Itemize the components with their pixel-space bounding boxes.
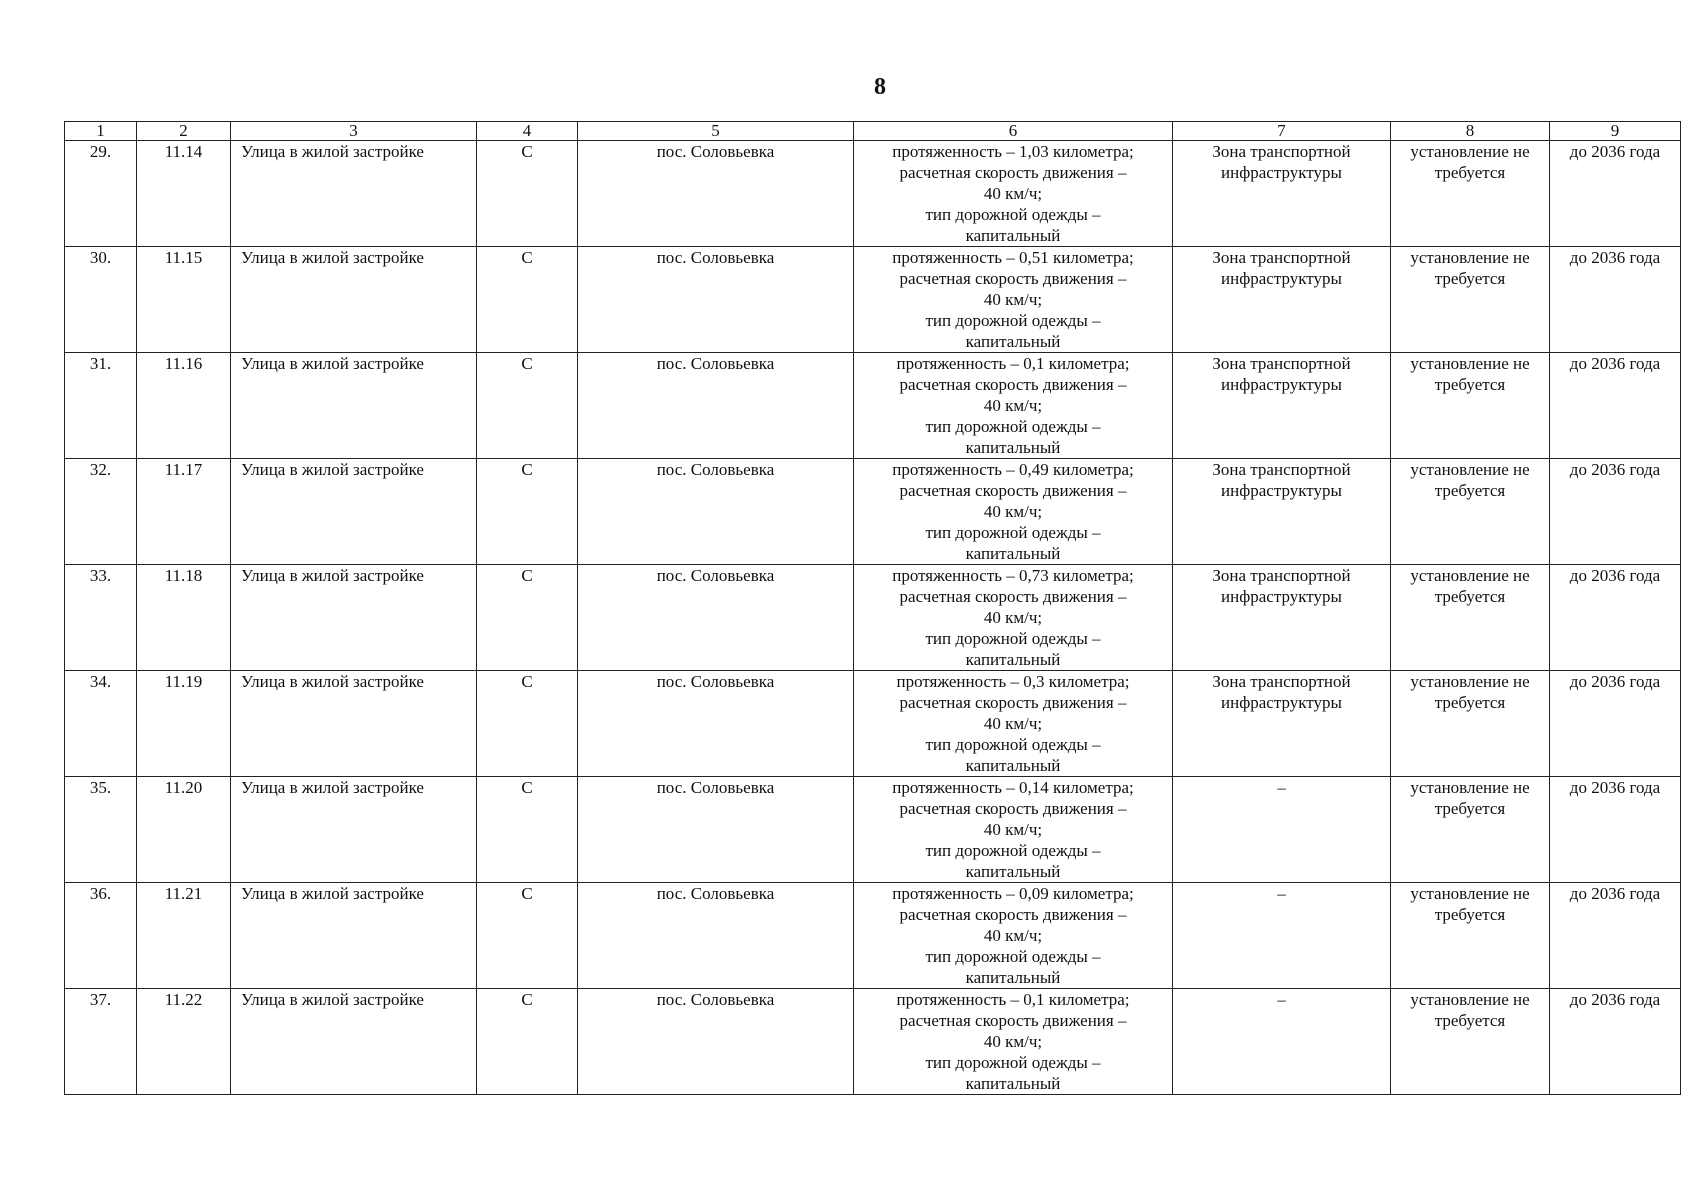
table-row <box>65 883 1681 989</box>
object-code: 11.21 <box>137 883 231 989</box>
object-characteristics <box>854 247 1173 353</box>
implementation-term: до 2036 года <box>1550 777 1681 883</box>
object-characteristics-line: 40 км/ч; <box>983 714 1043 733</box>
table-row <box>65 459 1681 565</box>
functional-zone-line: – <box>1277 778 1286 797</box>
functional-zone-line: – <box>1277 990 1286 1009</box>
protection-zone-line: установление не <box>1410 884 1530 903</box>
functional-zone-line: Зона транспортной <box>1212 142 1351 161</box>
implementation-term: до 2036 года <box>1550 141 1681 247</box>
implementation-term: до 2036 года <box>1550 353 1681 459</box>
object-name: Улица в жилой застройке <box>231 671 477 777</box>
object-characteristics-line: расчетная скорость движения – <box>899 799 1127 818</box>
object-code: 11.20 <box>137 777 231 883</box>
functional-zone-line: – <box>1277 884 1286 903</box>
functional-zone-line: Зона транспортной <box>1212 672 1351 691</box>
object-name: Улица в жилой застройке <box>231 883 477 989</box>
functional-zone-line: Зона транспортной <box>1212 460 1351 479</box>
object-characteristics-line: капитальный <box>965 332 1061 351</box>
object-characteristics-line: протяженность – 0,1 километра; <box>896 354 1130 373</box>
functional-zone-line: инфраструктуры <box>1221 693 1342 712</box>
row-number: 36. <box>65 883 137 989</box>
functional-zone <box>1173 247 1391 353</box>
functional-zone-line: инфраструктуры <box>1221 481 1342 500</box>
object-characteristics-line: тип дорожной одежды – <box>925 311 1101 330</box>
object-name: Улица в жилой застройке <box>231 353 477 459</box>
object-characteristics <box>854 989 1173 1095</box>
object-characteristics-line: тип дорожной одежды – <box>925 205 1101 224</box>
object-location: пос. Соловьевка <box>578 989 854 1095</box>
object-code: 11.15 <box>137 247 231 353</box>
implementation-term: до 2036 года <box>1550 989 1681 1095</box>
object-location: пос. Соловьевка <box>578 459 854 565</box>
protection-zone-line: установление не <box>1410 778 1530 797</box>
protection-zone-line: установление не <box>1410 248 1530 267</box>
object-name: Улица в жилой застройке <box>231 141 477 247</box>
object-characteristics-line: расчетная скорость движения – <box>899 481 1127 500</box>
protection-zone <box>1391 777 1550 883</box>
functional-zone <box>1173 883 1391 989</box>
object-characteristics-line: расчетная скорость движения – <box>899 1011 1127 1030</box>
object-characteristics-line: 40 км/ч; <box>983 396 1043 415</box>
column-number-8: 8 <box>1391 122 1550 141</box>
functional-zone-line: Зона транспортной <box>1212 354 1351 373</box>
object-characteristics-line: протяженность – 0,3 километра; <box>896 672 1130 691</box>
protection-zone-line: установление не <box>1410 142 1530 161</box>
object-location: пос. Соловьевка <box>578 247 854 353</box>
column-number-1: 1 <box>65 122 137 141</box>
protection-zone <box>1391 353 1550 459</box>
functional-zone <box>1173 777 1391 883</box>
object-characteristics-line: тип дорожной одежды – <box>925 1053 1101 1072</box>
object-characteristics-line: капитальный <box>965 968 1061 987</box>
object-characteristics-line: расчетная скорость движения – <box>899 693 1127 712</box>
object-characteristics-line: 40 км/ч; <box>983 820 1043 839</box>
object-characteristics-line: капитальный <box>965 1074 1061 1093</box>
protection-zone-line: требуется <box>1434 163 1506 182</box>
object-location: пос. Соловьевка <box>578 777 854 883</box>
functional-zone <box>1173 353 1391 459</box>
object-name: Улица в жилой застройке <box>231 247 477 353</box>
table-body <box>65 141 1681 1095</box>
protection-zone-line: установление не <box>1410 460 1530 479</box>
object-characteristics-line: расчетная скорость движения – <box>899 375 1127 394</box>
object-characteristics-line: капитальный <box>965 650 1061 669</box>
object-characteristics <box>854 141 1173 247</box>
object-status: С <box>477 565 578 671</box>
protection-zone-line: установление не <box>1410 354 1530 373</box>
protection-zone-line: требуется <box>1434 905 1506 924</box>
object-characteristics-line: расчетная скорость движения – <box>899 163 1127 182</box>
row-number: 29. <box>65 141 137 247</box>
column-number-9: 9 <box>1550 122 1681 141</box>
object-status: С <box>477 989 578 1095</box>
object-characteristics <box>854 777 1173 883</box>
protection-zone-line: установление не <box>1410 672 1530 691</box>
object-name: Улица в жилой застройке <box>231 459 477 565</box>
column-number-3: 3 <box>231 122 477 141</box>
object-characteristics-line: тип дорожной одежды – <box>925 947 1101 966</box>
object-characteristics-line: капитальный <box>965 226 1061 245</box>
column-number-row <box>65 122 1681 141</box>
object-characteristics-line: протяженность – 0,09 километра; <box>892 884 1134 903</box>
protection-zone <box>1391 671 1550 777</box>
column-number-4: 4 <box>477 122 578 141</box>
object-code: 11.18 <box>137 565 231 671</box>
object-characteristics <box>854 459 1173 565</box>
table-row <box>65 989 1681 1095</box>
object-characteristics-line: капитальный <box>965 862 1061 881</box>
functional-zone-line: инфраструктуры <box>1221 163 1342 182</box>
protection-zone <box>1391 883 1550 989</box>
object-characteristics <box>854 353 1173 459</box>
protection-zone-line: требуется <box>1434 1011 1506 1030</box>
object-characteristics-line: протяженность – 0,49 километра; <box>892 460 1134 479</box>
column-number-2: 2 <box>137 122 231 141</box>
object-status: С <box>477 247 578 353</box>
object-characteristics-line: тип дорожной одежды – <box>925 629 1101 648</box>
object-characteristics <box>854 883 1173 989</box>
object-characteristics-line: расчетная скорость движения – <box>899 269 1127 288</box>
protection-zone <box>1391 247 1550 353</box>
object-characteristics-line: 40 км/ч; <box>983 502 1043 521</box>
protection-zone-line: установление не <box>1410 566 1530 585</box>
protection-zone <box>1391 565 1550 671</box>
object-location: пос. Соловьевка <box>578 565 854 671</box>
implementation-term: до 2036 года <box>1550 671 1681 777</box>
functional-zone-line: инфраструктуры <box>1221 269 1342 288</box>
protection-zone-line: требуется <box>1434 799 1506 818</box>
table-row <box>65 247 1681 353</box>
object-location: пос. Соловьевка <box>578 141 854 247</box>
implementation-term: до 2036 года <box>1550 459 1681 565</box>
protection-zone-line: требуется <box>1434 375 1506 394</box>
object-characteristics <box>854 565 1173 671</box>
table-row <box>65 777 1681 883</box>
implementation-term: до 2036 года <box>1550 883 1681 989</box>
object-code: 11.19 <box>137 671 231 777</box>
object-characteristics-line: 40 км/ч; <box>983 1032 1043 1051</box>
protection-zone-line: требуется <box>1434 693 1506 712</box>
object-characteristics-line: капитальный <box>965 756 1061 775</box>
object-status: С <box>477 777 578 883</box>
object-status: С <box>477 883 578 989</box>
object-characteristics-line: капитальный <box>965 544 1061 563</box>
object-characteristics-line: расчетная скорость движения – <box>899 587 1127 606</box>
object-status: С <box>477 141 578 247</box>
object-characteristics-line: 40 км/ч; <box>983 184 1043 203</box>
object-characteristics-line: 40 км/ч; <box>983 608 1043 627</box>
object-location: пос. Соловьевка <box>578 671 854 777</box>
table-row <box>65 141 1681 247</box>
object-characteristics-line: 40 км/ч; <box>983 290 1043 309</box>
protection-zone <box>1391 459 1550 565</box>
functional-zone <box>1173 459 1391 565</box>
object-location: пос. Соловьевка <box>578 353 854 459</box>
objects-table <box>64 121 1681 1095</box>
object-characteristics-line: тип дорожной одежды – <box>925 417 1101 436</box>
object-name: Улица в жилой застройке <box>231 565 477 671</box>
protection-zone-line: требуется <box>1434 269 1506 288</box>
object-characteristics-line: протяженность – 1,03 километра; <box>892 142 1134 161</box>
row-number: 34. <box>65 671 137 777</box>
functional-zone-line: инфраструктуры <box>1221 587 1342 606</box>
protection-zone-line: требуется <box>1434 587 1506 606</box>
object-code: 11.16 <box>137 353 231 459</box>
table-row <box>65 353 1681 459</box>
row-number: 35. <box>65 777 137 883</box>
row-number: 30. <box>65 247 137 353</box>
object-code: 11.14 <box>137 141 231 247</box>
object-status: С <box>477 671 578 777</box>
object-characteristics-line: 40 км/ч; <box>983 926 1043 945</box>
functional-zone <box>1173 989 1391 1095</box>
object-characteristics <box>854 671 1173 777</box>
row-number: 32. <box>65 459 137 565</box>
object-characteristics-line: расчетная скорость движения – <box>899 905 1127 924</box>
object-name: Улица в жилой застройке <box>231 777 477 883</box>
object-code: 11.22 <box>137 989 231 1095</box>
protection-zone <box>1391 141 1550 247</box>
functional-zone-line: инфраструктуры <box>1221 375 1342 394</box>
functional-zone <box>1173 141 1391 247</box>
table-row <box>65 565 1681 671</box>
object-characteristics-line: протяженность – 0,14 километра; <box>892 778 1134 797</box>
object-name: Улица в жилой застройке <box>231 989 477 1095</box>
implementation-term: до 2036 года <box>1550 565 1681 671</box>
column-number-5: 5 <box>578 122 854 141</box>
object-characteristics-line: тип дорожной одежды – <box>925 735 1101 754</box>
protection-zone-line: требуется <box>1434 481 1506 500</box>
table-row <box>65 671 1681 777</box>
object-characteristics-line: протяженность – 0,73 километра; <box>892 566 1134 585</box>
implementation-term: до 2036 года <box>1550 247 1681 353</box>
functional-zone <box>1173 565 1391 671</box>
functional-zone-line: Зона транспортной <box>1212 248 1351 267</box>
functional-zone-line: Зона транспортной <box>1212 566 1351 585</box>
object-location: пос. Соловьевка <box>578 883 854 989</box>
column-number-7: 7 <box>1173 122 1391 141</box>
protection-zone <box>1391 989 1550 1095</box>
row-number: 37. <box>65 989 137 1095</box>
object-characteristics-line: капитальный <box>965 438 1061 457</box>
object-characteristics-line: тип дорожной одежды – <box>925 523 1101 542</box>
page-number: 8 <box>874 74 886 100</box>
object-characteristics-line: тип дорожной одежды – <box>925 841 1101 860</box>
object-code: 11.17 <box>137 459 231 565</box>
protection-zone-line: установление не <box>1410 990 1530 1009</box>
column-number-6: 6 <box>854 122 1173 141</box>
row-number: 31. <box>65 353 137 459</box>
object-status: С <box>477 459 578 565</box>
object-characteristics-line: протяженность – 0,51 километра; <box>892 248 1134 267</box>
object-status: С <box>477 353 578 459</box>
row-number: 33. <box>65 565 137 671</box>
object-characteristics-line: протяженность – 0,1 километра; <box>896 990 1130 1009</box>
functional-zone <box>1173 671 1391 777</box>
